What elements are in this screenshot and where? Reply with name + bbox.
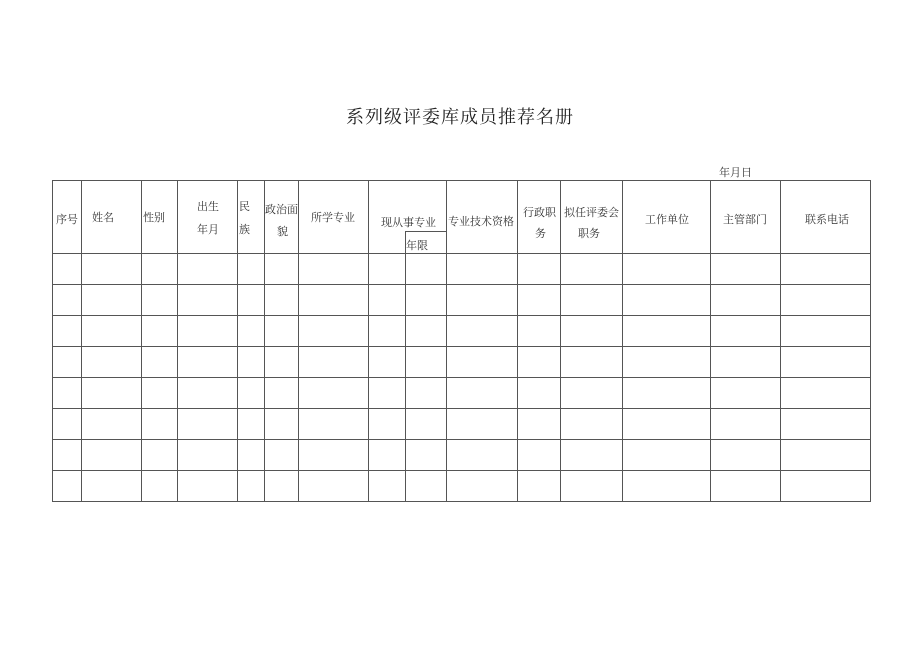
- table-cell[interactable]: [406, 471, 447, 502]
- table-cell[interactable]: [447, 440, 518, 471]
- table-cell[interactable]: [238, 471, 265, 502]
- table-cell[interactable]: [711, 471, 781, 502]
- table-cell[interactable]: [369, 409, 406, 440]
- table-cell[interactable]: [53, 409, 82, 440]
- table-cell[interactable]: [711, 254, 781, 285]
- table-row: [53, 316, 871, 347]
- table-cell[interactable]: [142, 316, 178, 347]
- table-cell[interactable]: [447, 409, 518, 440]
- table-cell[interactable]: [299, 316, 369, 347]
- table-cell[interactable]: [369, 285, 406, 316]
- table-cell[interactable]: [781, 285, 871, 316]
- table-cell[interactable]: [518, 254, 561, 285]
- header-name: 姓名: [82, 181, 142, 254]
- table-cell[interactable]: [299, 378, 369, 409]
- header-contact-phone: 联系电话: [781, 181, 871, 254]
- table-cell[interactable]: [781, 254, 871, 285]
- table-cell[interactable]: [82, 409, 142, 440]
- table-cell[interactable]: [238, 316, 265, 347]
- header-ethnicity: 民 族: [238, 181, 265, 254]
- table-cell[interactable]: [142, 254, 178, 285]
- header-gender: 性别: [142, 181, 178, 254]
- table-cell[interactable]: [82, 285, 142, 316]
- table-cell[interactable]: [447, 347, 518, 378]
- table-cell[interactable]: [406, 440, 447, 471]
- table-row: [53, 409, 871, 440]
- table-cell[interactable]: [53, 347, 82, 378]
- table-cell[interactable]: [623, 378, 711, 409]
- table-cell[interactable]: [299, 285, 369, 316]
- table-cell[interactable]: [711, 347, 781, 378]
- table-cell[interactable]: [82, 440, 142, 471]
- table-cell[interactable]: [178, 254, 238, 285]
- table-cell[interactable]: [447, 316, 518, 347]
- table-cell[interactable]: [711, 409, 781, 440]
- table-cell[interactable]: [518, 347, 561, 378]
- table-cell[interactable]: [406, 316, 447, 347]
- table-cell[interactable]: [518, 378, 561, 409]
- table-cell[interactable]: [447, 471, 518, 502]
- table-cell[interactable]: [178, 347, 238, 378]
- table-cell[interactable]: [265, 347, 299, 378]
- recommendation-roster-table: [52, 180, 871, 502]
- table-cell[interactable]: [623, 316, 711, 347]
- table-cell[interactable]: [299, 254, 369, 285]
- table-cell[interactable]: [265, 440, 299, 471]
- table-cell[interactable]: [82, 347, 142, 378]
- table-cell[interactable]: [142, 347, 178, 378]
- table-cell[interactable]: [369, 471, 406, 502]
- header-committee-position: 拟任评委会 职务: [561, 181, 623, 254]
- header-political-status: 政治面 貌: [265, 181, 299, 254]
- table-cell[interactable]: [178, 471, 238, 502]
- table-row: [53, 285, 871, 316]
- header-seq: 序号: [53, 181, 82, 254]
- table-cell[interactable]: [265, 285, 299, 316]
- table-cell[interactable]: [142, 378, 178, 409]
- table-cell[interactable]: [781, 347, 871, 378]
- table-cell[interactable]: [142, 409, 178, 440]
- table-cell[interactable]: [447, 285, 518, 316]
- table-cell[interactable]: [178, 440, 238, 471]
- table-cell[interactable]: [299, 440, 369, 471]
- table-cell[interactable]: [561, 409, 623, 440]
- table-cell[interactable]: [561, 471, 623, 502]
- header-row: [53, 181, 871, 254]
- table-cell[interactable]: [178, 409, 238, 440]
- table-cell[interactable]: [711, 285, 781, 316]
- table-cell[interactable]: [178, 316, 238, 347]
- table-row: [53, 378, 871, 409]
- table-cell[interactable]: [299, 409, 369, 440]
- table-cell[interactable]: [53, 471, 82, 502]
- table-cell[interactable]: [53, 440, 82, 471]
- date-label: 年月日: [719, 166, 752, 179]
- table-cell[interactable]: [82, 254, 142, 285]
- table-cell[interactable]: [518, 409, 561, 440]
- table-cell[interactable]: [299, 347, 369, 378]
- table-cell[interactable]: [518, 316, 561, 347]
- table-cell[interactable]: [406, 285, 447, 316]
- table-cell[interactable]: [623, 471, 711, 502]
- table-cell[interactable]: [518, 471, 561, 502]
- table-cell[interactable]: [623, 254, 711, 285]
- table-cell[interactable]: [142, 440, 178, 471]
- header-supervising-department: 主管部门: [711, 181, 781, 254]
- table-cell[interactable]: [369, 440, 406, 471]
- table-cell[interactable]: [265, 378, 299, 409]
- table-cell[interactable]: [623, 409, 711, 440]
- table-row: [53, 254, 871, 285]
- table-cell[interactable]: [178, 285, 238, 316]
- table-cell[interactable]: [238, 285, 265, 316]
- table-cell[interactable]: [711, 316, 781, 347]
- header-administrative-post: 行政职 务: [518, 181, 561, 254]
- table-cell[interactable]: [561, 254, 623, 285]
- table-cell[interactable]: [406, 378, 447, 409]
- header-technical-qualification: 专业技术资格: [447, 181, 518, 254]
- header-birth-date: 出生 年月: [178, 181, 238, 254]
- table-cell[interactable]: [265, 409, 299, 440]
- table-cell[interactable]: [781, 378, 871, 409]
- table-cell[interactable]: [518, 285, 561, 316]
- table-cell[interactable]: [82, 316, 142, 347]
- table-cell[interactable]: [447, 254, 518, 285]
- table-cell[interactable]: [178, 378, 238, 409]
- table-cell[interactable]: [238, 440, 265, 471]
- table-cell[interactable]: [53, 254, 82, 285]
- table-cell[interactable]: [561, 316, 623, 347]
- table-cell[interactable]: [623, 285, 711, 316]
- table-cell[interactable]: [561, 347, 623, 378]
- table-cell[interactable]: [53, 378, 82, 409]
- table-cell[interactable]: [82, 378, 142, 409]
- table-cell[interactable]: [238, 409, 265, 440]
- table-cell[interactable]: [711, 378, 781, 409]
- page-title: 系列级评委库成员推荐名册: [346, 107, 574, 128]
- table-cell[interactable]: [238, 347, 265, 378]
- table-cell[interactable]: [406, 254, 447, 285]
- table-cell[interactable]: [82, 471, 142, 502]
- table-cell[interactable]: [369, 254, 406, 285]
- table-cell[interactable]: [238, 378, 265, 409]
- table-cell[interactable]: [265, 316, 299, 347]
- table-cell[interactable]: [561, 440, 623, 471]
- table-cell[interactable]: [623, 440, 711, 471]
- table-cell[interactable]: [781, 409, 871, 440]
- table-cell[interactable]: [142, 471, 178, 502]
- table-cell[interactable]: [53, 316, 82, 347]
- header-major: 所学专业: [299, 181, 369, 254]
- table-cell[interactable]: [406, 347, 447, 378]
- table-cell[interactable]: [53, 285, 82, 316]
- header-years-in-field: 现从事专业 年限: [369, 181, 447, 254]
- table-cell[interactable]: [711, 440, 781, 471]
- header-workplace: 工作单位: [623, 181, 711, 254]
- table-cell[interactable]: [781, 316, 871, 347]
- table-cell[interactable]: [265, 254, 299, 285]
- table-cell[interactable]: [265, 471, 299, 502]
- table-row: [53, 440, 871, 471]
- table-cell[interactable]: [369, 378, 406, 409]
- table-cell[interactable]: [781, 440, 871, 471]
- table-cell[interactable]: [561, 378, 623, 409]
- table-cell[interactable]: [369, 316, 406, 347]
- table-cell[interactable]: [238, 254, 265, 285]
- table-row: [53, 347, 871, 378]
- table-row: [53, 471, 871, 502]
- table-cell[interactable]: [623, 347, 711, 378]
- table-cell[interactable]: [299, 471, 369, 502]
- table-cell[interactable]: [781, 471, 871, 502]
- table-cell[interactable]: [142, 285, 178, 316]
- roster-body: [53, 254, 871, 502]
- table-cell[interactable]: [447, 378, 518, 409]
- table-cell[interactable]: [518, 440, 561, 471]
- table-cell[interactable]: [369, 347, 406, 378]
- table-cell[interactable]: [406, 409, 447, 440]
- table-cell[interactable]: [561, 285, 623, 316]
